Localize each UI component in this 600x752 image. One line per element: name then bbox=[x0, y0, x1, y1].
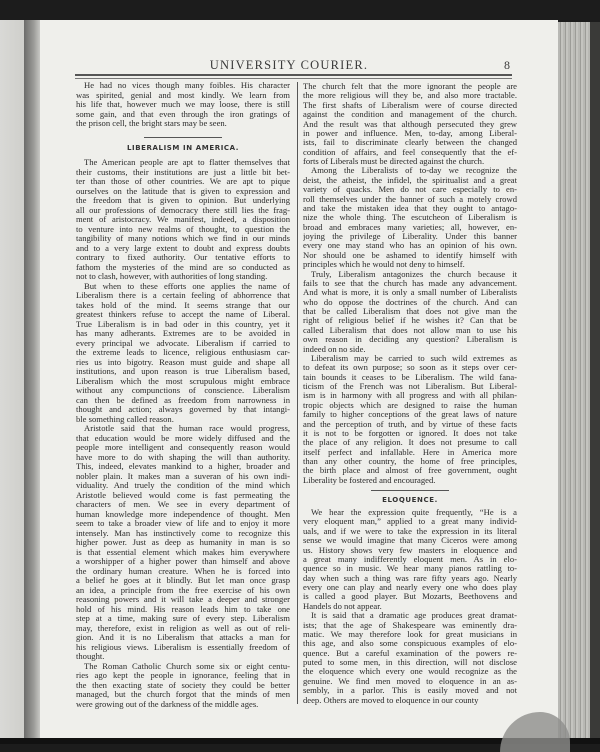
text-line: is that essential element which makes him everywhere bbox=[76, 547, 290, 557]
text-line: and the perception of truth, and by virtue of these facts bbox=[303, 419, 517, 429]
text-line: fathom the mysteries of the mind are so conducted as bbox=[76, 262, 290, 272]
text-line: Truly, Liberalism antagonizes the church because it bbox=[311, 269, 517, 279]
text-line: Liberalism which the most scrupulous might embrace bbox=[76, 376, 290, 386]
text-line: takes hold of the mind. It seems strange that our bbox=[76, 300, 290, 310]
text-line: is called a good player. But Mozarts, Beethovens and bbox=[303, 592, 517, 602]
text-line: ticism of the French was not Liberalism. But Liberal- bbox=[303, 382, 517, 391]
text-line: Liberalism may be carried to such wild extremes as bbox=[311, 353, 517, 363]
text-line: fails to see that the church has made any advancement. bbox=[303, 278, 517, 288]
text-line: This, indeed, elevates mankind to a higher, broader and bbox=[76, 462, 290, 471]
text-line: seem to take a broader view of life and to enjoy it more bbox=[76, 519, 290, 528]
text-line: can then be defined as freedom from narrowness in bbox=[76, 395, 290, 405]
text-line: deep. Others are moved to eloquence in our county bbox=[303, 695, 479, 705]
text-line: joying the privilege of Liberality. Under this banner bbox=[303, 232, 517, 241]
text-line: family to higher conceptions of the great laws of nature bbox=[303, 410, 517, 420]
text-line: to venture into new realms of thought, to question the bbox=[76, 224, 290, 234]
text-line: who do oppose the doctrines of the church. And can bbox=[303, 297, 517, 307]
text-line: not to clash, however, with authorities of long standing. bbox=[76, 272, 268, 281]
text-line: ter than those of other countries. We are apt to pique bbox=[76, 177, 290, 186]
text-line: Liberalism there is a certain feeling of abhorrence that bbox=[76, 291, 290, 300]
text-line: every one can play and nearly every one who does play bbox=[303, 583, 517, 592]
article-body-liberalism-continued bbox=[303, 82, 517, 485]
text-line: forts of Liberals must be directed against the church. bbox=[303, 157, 485, 166]
eloquence-heading-block bbox=[303, 490, 517, 504]
text-line: Aristotle believed would come is fast permeating the bbox=[76, 490, 290, 500]
text-line: the more religious will they be, and also more tractable. bbox=[303, 91, 517, 101]
text-line: thought and action; always governed by that intangi- bbox=[76, 405, 290, 414]
text-line: Aristotle said that the human race would progress, bbox=[84, 424, 290, 433]
text-line: nize the whole thing. The escutcheon of Liberalism is bbox=[303, 213, 517, 223]
header-rule bbox=[75, 74, 512, 76]
article-heading-block bbox=[76, 137, 290, 152]
text-line: day when such a thing was rare fifty years ago. Nearly bbox=[303, 573, 517, 583]
text-line: roll themselves under the banner of such a motely crowd bbox=[303, 194, 517, 204]
text-line: It is said that a dramatic age produces great dramat- bbox=[311, 611, 517, 621]
text-line: thought. bbox=[76, 652, 105, 661]
section-divider bbox=[144, 137, 222, 138]
text-line: But when to these efforts one applies the name of bbox=[84, 281, 290, 291]
text-line: viduality. And truely the condition of the mind which bbox=[76, 481, 290, 490]
text-line: hold of his mind. His reason leads him to take one bbox=[76, 604, 290, 614]
text-line: have more to do with shaping the will than authority. bbox=[76, 452, 290, 462]
paragraph bbox=[303, 508, 517, 611]
text-line: quence. But a careful examination of the powers re- bbox=[303, 648, 517, 658]
text-line: ourselves on the latitude that is given to expression and bbox=[76, 186, 290, 196]
text-line: uals, and if we were to take the expression in its literal bbox=[303, 526, 517, 536]
text-line: the extreme leads to licence, religious enthusiasm car- bbox=[76, 348, 290, 357]
intro-paragraph bbox=[76, 81, 290, 129]
paragraph bbox=[303, 354, 517, 485]
text-line: us. History shows very few masters in eloquence and bbox=[303, 545, 517, 555]
text-line: genuine. We find men moved to eloquence in an as- bbox=[303, 676, 517, 686]
text-line: against the condition and management of the church. bbox=[303, 110, 517, 120]
text-line: ries us into bigotry. Reason must guide and shape all bbox=[76, 357, 290, 367]
text-line: own reason in deciding any question? Liberalism is bbox=[303, 335, 517, 345]
text-line: ism is in harmony with all progress and with all philan- bbox=[303, 391, 517, 401]
text-line: tain bounds it ceases to be Liberalism. The wild fana- bbox=[303, 372, 517, 382]
text-line: people more intelligent and consequently reason would bbox=[76, 443, 290, 452]
header-rule-thin bbox=[75, 78, 512, 79]
text-line: a worshipper of a higher power than himself and above bbox=[76, 557, 290, 566]
text-line: The American people are apt to flatter themselves that bbox=[84, 158, 290, 167]
text-line: to defeat its own purpose; so soon as it steps over cer- bbox=[303, 363, 517, 373]
text-line: He had no vices though many foibles. His character bbox=[84, 81, 290, 90]
text-line: indeed on no side. bbox=[303, 344, 366, 354]
text-line: Handels do not appear. bbox=[303, 601, 382, 611]
text-line: their customs, their institutions are just a little bit bet- bbox=[76, 167, 290, 177]
text-line: than any other country, the home of free principles, bbox=[303, 457, 517, 466]
text-line: principles which he would not deny to himself. bbox=[303, 260, 465, 270]
text-line: sembly, in a parlor. This is easily moved and not bbox=[303, 686, 517, 696]
article-heading: LIBERALISM IN AMERICA. bbox=[126, 144, 240, 152]
text-line: We hear the expression quite frequently, “He is a bbox=[311, 508, 517, 517]
text-line: The first shafts of Liberalism were of course directed bbox=[303, 100, 517, 110]
text-line: has many adherants. Extremes are to be avoided in bbox=[76, 329, 290, 338]
text-line: in power and influence. Men, to-day, among Liberal- bbox=[303, 128, 517, 138]
book-page-edges bbox=[558, 22, 590, 738]
text-line: without any compunctions of conscience. Liberalism bbox=[76, 386, 290, 395]
text-line: may, therefore, exist in religion as well as out of reli- bbox=[76, 623, 290, 633]
text-line: contrary to fixed authority. Our tentative efforts to bbox=[76, 253, 290, 262]
paragraph bbox=[303, 166, 517, 269]
text-line: called Liberalism that does not allow man to use his bbox=[303, 325, 517, 335]
text-line: that be called Liberalism that does not give man the bbox=[303, 307, 517, 316]
text-line: managed, but the church forgot that the minds of men bbox=[76, 690, 290, 699]
text-line: reasoning powers and it will take a deeper and stronger bbox=[76, 595, 290, 604]
text-line: broad and embraces many varieties; all, however, en- bbox=[303, 222, 517, 232]
article-body-eloquence bbox=[303, 508, 517, 705]
page-number: 8 bbox=[504, 58, 510, 72]
text-line: the place of any religion. It does not presume to call bbox=[303, 438, 517, 448]
text-line: sense we would imagine that many Ciceros were among bbox=[303, 536, 517, 546]
text-line: nobler plain. It makes man a suveran of his own indi- bbox=[76, 471, 290, 481]
section-divider bbox=[371, 490, 449, 491]
text-line: the eloquence which every one would recognize as the bbox=[303, 667, 517, 677]
text-line: the freedom that is given to opinion. But underlying bbox=[76, 196, 290, 205]
text-line: that education would be more widely diffused and the bbox=[76, 433, 290, 443]
text-line: gion. And it is no Liberalism that attacks a man for bbox=[76, 633, 290, 642]
text-line: and to a very large extent to doubt and express doubts bbox=[76, 243, 290, 253]
text-line: an idea, a principle from the free exercise of his own bbox=[76, 585, 290, 595]
text-line: puted to some men, in this direction, will not disclose bbox=[303, 658, 517, 667]
book-cover-edge bbox=[590, 22, 600, 744]
text-line: ists; that the age of Shakespeare was eminently dra- bbox=[303, 620, 517, 630]
text-line: the birth place and almost of free government, ought bbox=[303, 466, 517, 476]
text-line: step at a time, making sure of every step. Liberalism bbox=[76, 614, 290, 623]
text-line: greatest thinkers refuse to accept the name of Liberal. bbox=[76, 310, 290, 319]
text-line: True Liberalism is in bad oder in this country, yet it bbox=[76, 319, 290, 329]
text-line: the prison cell, the bright stars may be seen. bbox=[76, 119, 227, 128]
paragraph bbox=[303, 270, 517, 354]
text-line: institutions, and upon reason is true Liberalism based, bbox=[76, 367, 290, 376]
text-line: Among the Liberalists of to-day we recognize the bbox=[311, 166, 517, 176]
text-line: matic. We may therefore look for great musicians in bbox=[303, 629, 517, 639]
text-line: deist, the atheist, the infidel, the spiritualist and a great bbox=[303, 175, 517, 185]
facing-page-edge bbox=[0, 20, 24, 740]
text-line: higher power. Just as deep as humanity in man is so bbox=[76, 538, 290, 547]
text-line: a belief he goes at it blindly. But let man once grasp bbox=[76, 576, 290, 585]
text-line: ists, fail to discriminate clearly between the changed bbox=[303, 138, 517, 148]
article-heading: ELOQUENCE. bbox=[382, 496, 438, 504]
text-line: And the result was that although persecuted they grew bbox=[303, 119, 517, 129]
paragraph bbox=[76, 424, 290, 662]
text-line: some gain, and that even through the iron gratings of bbox=[76, 109, 290, 119]
text-line: characters of men. We see in every department of bbox=[76, 500, 290, 509]
text-line: The Roman Catholic Church some six or eight centu- bbox=[84, 661, 290, 671]
running-title: UNIVERSITY COURIER. bbox=[209, 58, 369, 72]
text-line: a great many indifferently eloquent men. As in elo- bbox=[303, 554, 517, 564]
text-line: all our professions of democracy there still lies the frag- bbox=[76, 205, 290, 215]
paragraph bbox=[76, 662, 290, 710]
text-line: human knowledge more independence of thought. Men bbox=[76, 509, 290, 519]
text-line: quence so in music. We hear many pianos rattling to- bbox=[303, 564, 517, 574]
text-line: And what is more, it is only a small number of Liberalists bbox=[303, 288, 517, 298]
text-line: ble something called reason. bbox=[76, 414, 174, 424]
text-line: the then exacting state of society they could be better bbox=[76, 680, 290, 690]
text-line: The church felt that the more ignorant the people are bbox=[303, 82, 517, 91]
text-line: variety of quacks. Men do not care especially to en- bbox=[303, 185, 517, 195]
text-line: very eloquent man,” applied to a great many individ- bbox=[303, 517, 517, 527]
text-line: tropic objects which are designed to raise the human bbox=[303, 400, 517, 410]
paragraph bbox=[303, 611, 517, 705]
text-line: this age, and also some conspicuous examples of elo- bbox=[303, 639, 517, 649]
text-line: condition of affairs, and feel consequently that the ef- bbox=[303, 147, 517, 157]
text-line: Liberality be fostered and encouraged. bbox=[303, 475, 436, 485]
text-line: right of religious belief if he wishes it? Can that be bbox=[303, 316, 517, 326]
text-line: Nor should one be ashamed to identify himself with bbox=[303, 250, 517, 260]
text-line: were growing out of the darkness of the middle ages. bbox=[76, 699, 259, 709]
text-line: tangibility of many notions which we find in our minds bbox=[76, 234, 290, 243]
text-line: and take the mistaken idea that they ought to antago- bbox=[303, 203, 517, 213]
article-body-liberalism bbox=[76, 158, 290, 709]
text-line: his religious views. Liberalism is essentially freedom of bbox=[76, 642, 290, 652]
text-line: ries ago kept the people in ignorance, feeling that in bbox=[76, 671, 290, 680]
text-line: every one may stand who has an opinion of his own. bbox=[303, 241, 517, 251]
paragraph bbox=[76, 282, 290, 425]
text-line: the ordinary human creature. When he is forced into bbox=[76, 566, 290, 576]
binding-gutter bbox=[24, 20, 40, 740]
paragraph bbox=[303, 82, 517, 166]
paragraph bbox=[76, 81, 290, 129]
text-line: it is not to be forgotten or ignored. It does not take bbox=[303, 428, 517, 438]
paragraph bbox=[76, 158, 290, 282]
text-line: itself perfect and infallable. Here in America more bbox=[303, 447, 517, 457]
text-line: his life that, however much we may loose, there is still bbox=[76, 100, 290, 109]
text-line: ment of aristocracy. We manifest, indeed, a disposition bbox=[76, 215, 290, 224]
column-divider bbox=[297, 82, 298, 704]
text-line: every principal we advocate. Liberalism if carried to bbox=[76, 338, 290, 348]
text-line: intensely. Man has instinctively come to recognize this bbox=[76, 528, 290, 538]
text-line: was spirited, genial and most kindly. We learn from bbox=[76, 90, 290, 100]
